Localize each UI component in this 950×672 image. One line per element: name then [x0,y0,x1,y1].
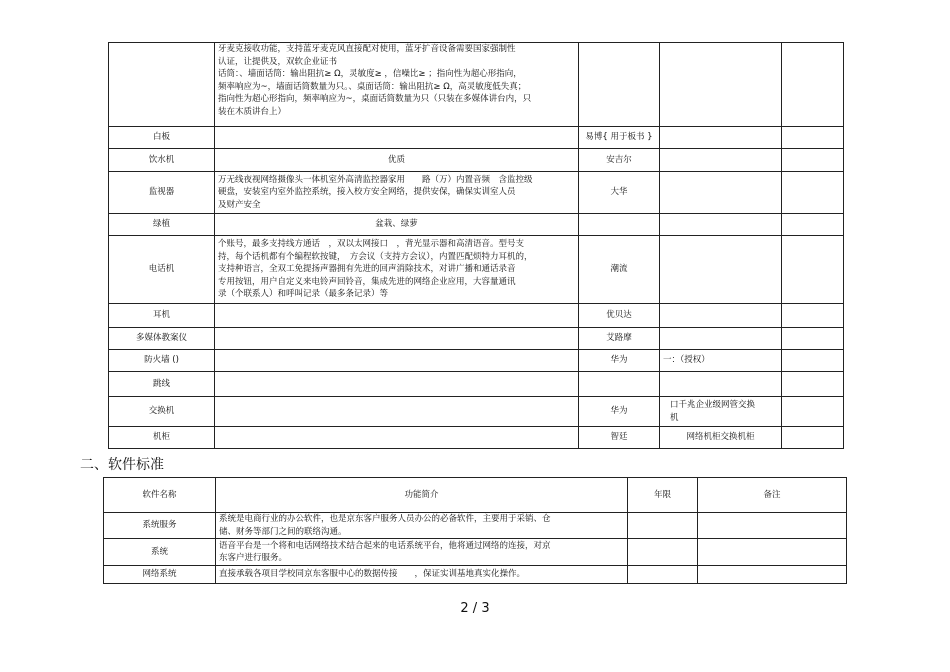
table-row [109,172,844,214]
item-spec: 万无线夜视网络摄像头一体机室外高清监控器家用 路（万）内置音频 含监控级 硬盘，安装室内室外监控系统，接入校方安全网络，提供安保，确保实训室人员 及财产安全 [215,172,579,214]
software-years [628,539,698,566]
item-name: 多媒体教案仪 [109,328,215,350]
table-row [104,539,847,566]
item-note [660,328,782,350]
empty-cell [782,43,844,127]
empty-cell [782,149,844,172]
item-name: 跳线 [109,372,215,397]
software-name: 网络系统 [104,566,216,584]
table-row [104,566,847,584]
item-brand: 智廷 [579,427,660,449]
item-name: 绿植 [109,214,215,236]
empty-cell [782,372,844,397]
item-spec [215,350,579,372]
item-brand: 华为 [579,350,660,372]
item-note [660,214,782,236]
item-note [660,236,782,304]
item-brand: 安吉尔 [579,149,660,172]
item-name: 电话机 [109,236,215,304]
table-row [109,427,844,449]
empty-cell [782,127,844,149]
table-row [109,304,844,328]
table-row [109,127,844,149]
item-name: 饮水机 [109,149,215,172]
item-spec [215,397,579,427]
empty-cell [782,350,844,372]
table-row [109,214,844,236]
table-row [109,350,844,372]
item-note [660,127,782,149]
software-remark [698,539,847,566]
empty-cell [782,397,844,427]
table-row [109,43,844,127]
software-years [628,566,698,584]
item-spec [215,328,579,350]
table-row [109,236,844,304]
table-row [109,397,844,427]
table-row [109,149,844,172]
item-brand: 潮流 [579,236,660,304]
empty-cell [782,214,844,236]
table-row [104,513,847,539]
item-brand [579,214,660,236]
item-spec [215,127,579,149]
software-remark [698,566,847,584]
header-remark: 备注 [698,478,847,513]
item-name: 白板 [109,127,215,149]
item-name: 监视器 [109,172,215,214]
item-note: 口千兆企业级网管交换 机 [660,397,782,427]
page-number: 2 / 3 [460,601,490,616]
item-spec: 牙麦克接收功能，支持蓝牙麦克风直接配对使用，蓝牙扩音设备需要国家强制性 认证，让提供及，双软企业证书 话筒：、墙面话筒：输出阻抗≥ Ω，灵敏度≥ ，信噪比≥ ；指向性为超心形指向， 频率响应为~，墙面话筒数量为只。、桌面话筒：输出阻抗≥ Ω，高灵敏度低失真； 指向性为超心形指向，频率响应为~，桌面话筒数量为只（只装在多媒体讲台内，只 装在木质讲台上） [215,43,579,127]
item-note [660,372,782,397]
item-brand: 优贝达 [579,304,660,328]
software-table [103,477,847,584]
item-spec: 个账号，最多支持线方通话 ，双以太网接口 ，背光显示器和高清语音。型号支 持，每个话机都有个编程软按键， 方会议（支持方会议），内置匹配烦特力耳机的， 支持种语言，全双工免提扬声器拥有先进的回声消除技术，对讲广播和通话录音 专用按钮，用户自定义来电铃声回铃音，集成先进的网络企业应用，大容量通讯 录（个联系人）和呼叫记录（最多条记录）等 [215,236,579,304]
empty-cell [782,328,844,350]
empty-cell [782,172,844,214]
software-remark [698,513,847,539]
item-spec: 优质 [215,149,579,172]
header-years: 年限 [628,478,698,513]
item-note [660,304,782,328]
item-note [660,149,782,172]
item-spec [215,427,579,449]
software-name: 系统服务 [104,513,216,539]
software-intro: 直接承载各项目学校同京东客服中心的数据传接 ，保证实训基地真实化操作。 [216,566,628,584]
item-note: 一：（授权） [660,350,782,372]
item-note [660,43,782,127]
software-intro: 语音平台是一个将和电话网络技术结合起来的电话系统平台，他将通过网络的连接，对京 东客户进行服务。 [216,539,628,566]
software-name: 系统 [104,539,216,566]
item-note: 网络机柜交换机柜 [660,427,782,449]
item-brand: 易博{ 用于板书 } [579,127,660,149]
section-title-software: 二、软件标准 [80,457,164,473]
item-note [660,172,782,214]
table-header-row [104,478,847,513]
software-intro: 系统是电商行业的办公软件，也是京东客户服务人员办公的必备软件，主要用于采销、仓 储、财务等部门之间的联络沟通。 [216,513,628,539]
item-brand [579,372,660,397]
item-brand: 艾路摩 [579,328,660,350]
software-years [628,513,698,539]
item-name: 防火墙 () [109,350,215,372]
empty-cell [782,236,844,304]
item-name: 机柜 [109,427,215,449]
item-name [109,43,215,127]
header-software-name: 软件名称 [104,478,216,513]
empty-cell [782,427,844,449]
table-row [109,372,844,397]
item-spec [215,372,579,397]
hardware-table [108,42,844,449]
item-brand: 华为 [579,397,660,427]
item-name: 耳机 [109,304,215,328]
item-brand [579,43,660,127]
item-name: 交换机 [109,397,215,427]
item-spec: 盆栽、绿萝 [215,214,579,236]
header-intro: 功能简介 [216,478,628,513]
empty-cell [782,304,844,328]
table-row [109,328,844,350]
item-brand: 大华 [579,172,660,214]
item-spec [215,304,579,328]
